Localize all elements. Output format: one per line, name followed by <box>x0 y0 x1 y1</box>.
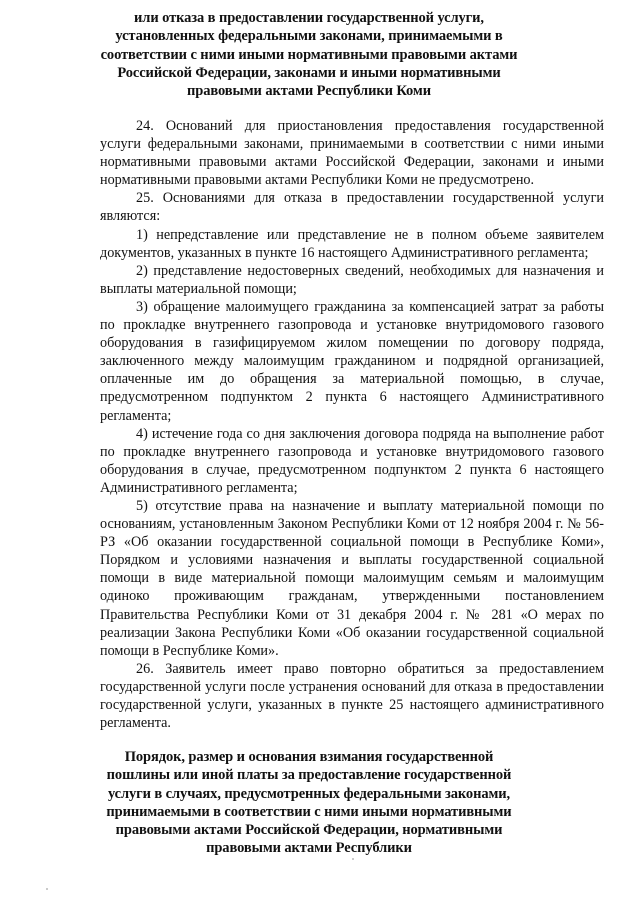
list-item-4: 4) истечение года со дня заключения договора подряда на выполнение работ по прокладке внутреннего газопровода и установке внутридомового газового оборудования в случае, предусмотренном подпунктом 2 пункта 6 настоящего Административного регламента; <box>100 425 604 496</box>
paragraph-25: 25. Основаниями для отказа в предоставлении государственной услуги являются: <box>100 190 604 225</box>
scan-speck <box>352 858 354 860</box>
list-item-1: 1) непредставление или представление не в полном объеме заявителем документов, указанных в пункте 16 настоящего Административного регламента; <box>100 226 604 261</box>
paragraph-24: 24. Оснований для приостановления предоставления государственной услуги федеральными законами, принимаемыми в соответствии с ними иными нормативными правовыми актами Российской Федерации, законами и иными нормативными правовыми актами Республики Коми не предусмотрено. <box>100 118 604 189</box>
section-heading-top: или отказа в предоставлении государственной услуги, установленных федеральными законами, принимаемыми в соответствии с ними иными нормативными правовыми актами Российской Федерации, законами и иными нормативными правовыми актами Республики Коми <box>100 10 518 100</box>
scan-speck <box>46 888 48 890</box>
list-item-3: 3) обращение малоимущего гражданина за компенсацией затрат за работы по прокладке внутреннего газопровода и установке внутридомового газового оборудования в газифицируемом жилом помещении по договору подряда, заключенного между малоимущим гражданином и подрядной организацией, оплаченные им до обращения за материальной помощью, в случае, предусмотренном подпунктом 2 пункта 6 настоящего Административного регламента; <box>100 298 604 424</box>
section-heading-bottom: Порядок, размер и основания взимания государственной пошлины или иной платы за предоставление государственной услуги в случаях, предусмотренных федеральными законами, принимаемыми в соответствии с ними иными нормативными правовыми актами Российской Федерации, нормативными правовыми актами Республики <box>106 749 512 857</box>
list-item-5: 5) отсутствие права на назначение и выплату материальной помощи по основаниям, установленным Законом Республики Коми от 12 ноября 2004 г. № 56-РЗ «Об оказании государственной социальной помощи в Республике Коми», Порядком и условиями назначения и выплаты государственной социальной помощи в виде материальной помощи малоимущим семьям и малоимущим одиноко проживающим гражданам, утвержденными постановлением Правительства Республики Коми от 31 декабря 2004 г. № 281 «О мерах по реализации Закона Республики Коми «Об оказании государственной социальной помощи в Республике Коми». <box>100 497 604 659</box>
document-body <box>100 117 604 732</box>
list-item-2: 2) представление недостоверных сведений, необходимых для назначения и выплаты материальной помощи; <box>100 262 604 297</box>
paragraph-26: 26. Заявитель имеет право повторно обратиться за предоставлением государственной услуги после устранения оснований для отказа в предоставлении государственной услуги, указанных в пункте 25 настоящего административного регламента. <box>100 660 604 732</box>
